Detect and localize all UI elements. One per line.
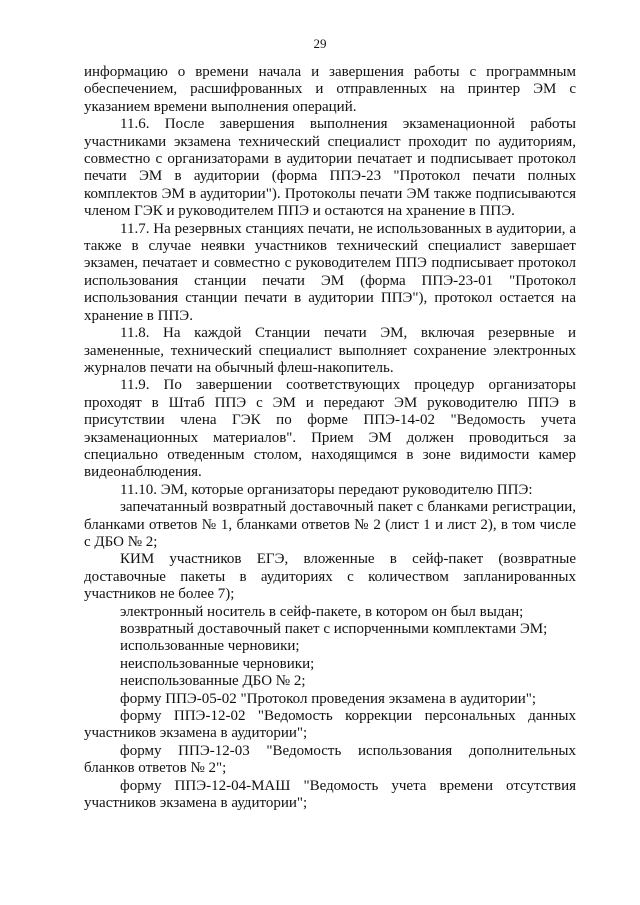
document-body xyxy=(84,64,576,812)
list-item: форму ППЭ-05-02 "Протокол проведения экзамена в аудитории"; xyxy=(120,690,537,707)
page-number: 29 xyxy=(313,36,327,51)
paragraph-11-7: 11.7. На резервных станциях печати, не использованных в аудитории, а также в случае неявки участников технический специалист завершает экзамен, печатает и совместно с руководителем ППЭ подписывает протокол использования станции печати ЭМ (форма ППЭ-23-01 "Протокол использования станции печати в аудитории ППЭ"), протокол остается на хранение в ППЭ. xyxy=(84,220,576,324)
paragraph-11-6: 11.6. После завершения выполнения экзаменационной работы участниками экзамена технический специалист проходит по аудиториям, совместно с организаторами в аудитории печатает и подписывает протокол печати ЭМ в аудитории (форма ППЭ-23 "Протокол печати полных комплектов ЭМ в аудитории"). Протоколы печати ЭМ также подписываются членом ГЭК и руководителем ППЭ и остаются на хранение в ППЭ. xyxy=(84,116,576,220)
paragraph-11-10: 11.10. ЭМ, которые организаторы передают руководителю ППЭ: xyxy=(120,481,533,498)
list-item: электронный носитель в сейф-пакете, в котором он был выдан; xyxy=(120,603,524,620)
paragraph-intro-continuation: информацию о времени начала и завершения работы с программным обеспечением, расшифрованных и отправленных на принтер ЭМ с указанием времени выполнения операций. xyxy=(84,64,576,115)
list-item: форму ППЭ-12-03 "Ведомость использования дополнительных бланков ответов № 2"; xyxy=(84,742,576,777)
list-item: форму ППЭ-12-02 "Ведомость коррекции персональных данных участников экзамена в аудитории"; xyxy=(84,708,576,742)
list-item: КИМ участников ЕГЭ, вложенные в сейф-пакет (возвратные доставочные пакеты в аудиториях с количеством запланированных участников не более 7); xyxy=(84,551,576,603)
list-item: возвратный доставочный пакет с испорченными комплектами ЭМ; xyxy=(120,621,548,637)
list-item: неиспользованные черновики; xyxy=(120,655,315,672)
paragraph-11-9: 11.9. По завершении соответствующих процедур организаторы проходят в Штаб ППЭ с ЭМ и передают ЭМ руководителю ППЭ в присутствии члена ГЭК по форме ППЭ-14-02 "Ведомость учета экзаменационных материалов". Прием ЭМ должен проводиться за специально отведенным столом, находящимся в зоне видимости камер видеонаблюдения. xyxy=(84,377,576,481)
list-item: неиспользованные ДБО № 2; xyxy=(120,673,306,690)
list-item: использованные черновики; xyxy=(120,638,300,655)
list-item: запечатанный возвратный доставочный пакет с бланками регистрации, бланками ответов № 1, бланками ответов № 2 (лист 1 и лист 2), в том числе с ДБО № 2; xyxy=(84,499,576,550)
list-item: форму ППЭ-12-04-МАШ "Ведомость учета времени отсутствия участников экзамена в аудитории"; xyxy=(84,777,576,812)
paragraph-11-8: 11.8. На каждой Станции печати ЭМ, включая резервные и замененные, технический специалист выполняет сохранение электронных журналов печати на обычный флеш-накопитель. xyxy=(84,325,576,376)
